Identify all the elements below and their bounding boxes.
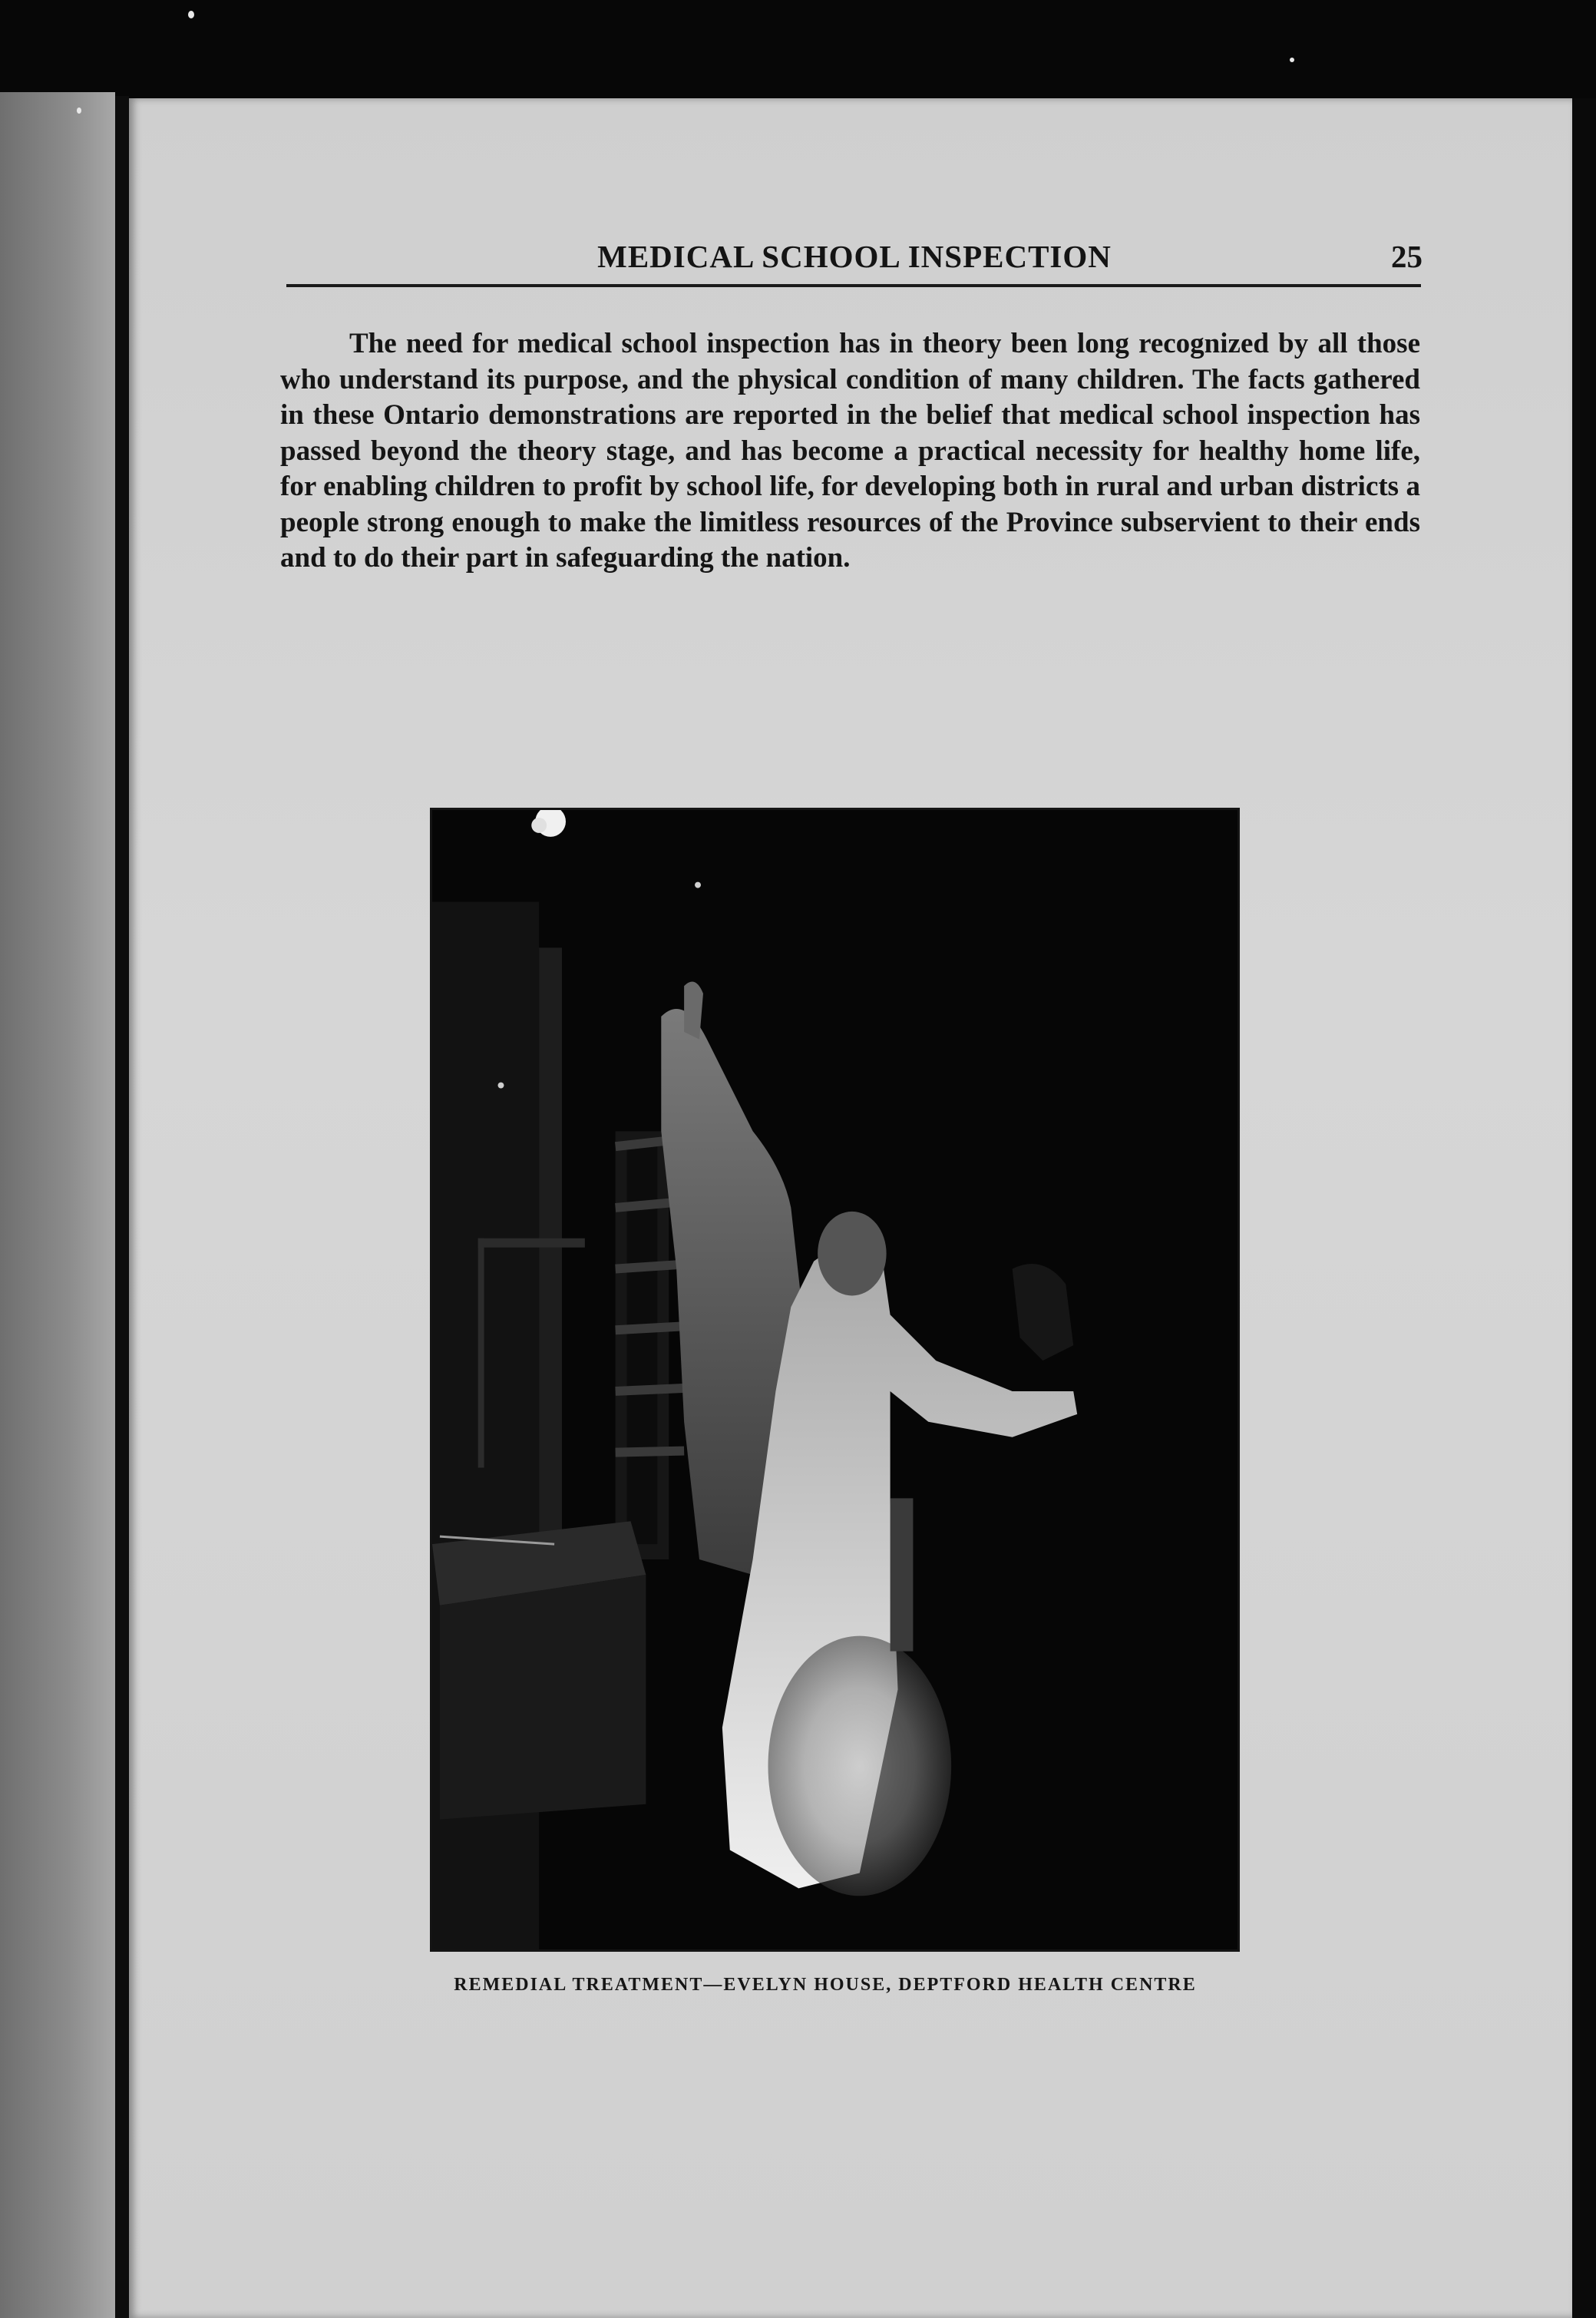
scan-border-right: [1572, 98, 1596, 2318]
scan-speck: [77, 107, 81, 114]
page-header: [286, 238, 1423, 284]
remedial-treatment-photo: [432, 810, 1237, 1949]
figure-caption: REMEDIAL TREATMENT—EVELYN HOUSE, DEPTFORD HEALTH CENTRE: [454, 1975, 1197, 1995]
book-gutter: [115, 96, 129, 2318]
scan-speck: [188, 11, 194, 18]
running-head: MEDICAL SCHOOL INSPECTION: [597, 239, 1112, 274]
body-paragraph: The need for medical school inspection has in theory been long recognized by all those who understand its purpose, and the physical condition of many children. The facts gathered in these Ontario demonstrations are reported in the belief that medical school inspection has passed beyond the theory stage, and has become a practical necessity for healthy home life, for enabling children to profit by school life, for developing both in rural and urban districts a people strong enough to make the limitless resources of the Province subservient to their ends and to do their part in safeguarding the nation.: [280, 328, 1420, 574]
scan-speck: [1290, 58, 1294, 62]
facing-page-edge: [0, 92, 115, 2318]
photograph: [430, 808, 1240, 1952]
header-rule: [286, 284, 1421, 287]
page-number: 25: [1391, 239, 1423, 274]
